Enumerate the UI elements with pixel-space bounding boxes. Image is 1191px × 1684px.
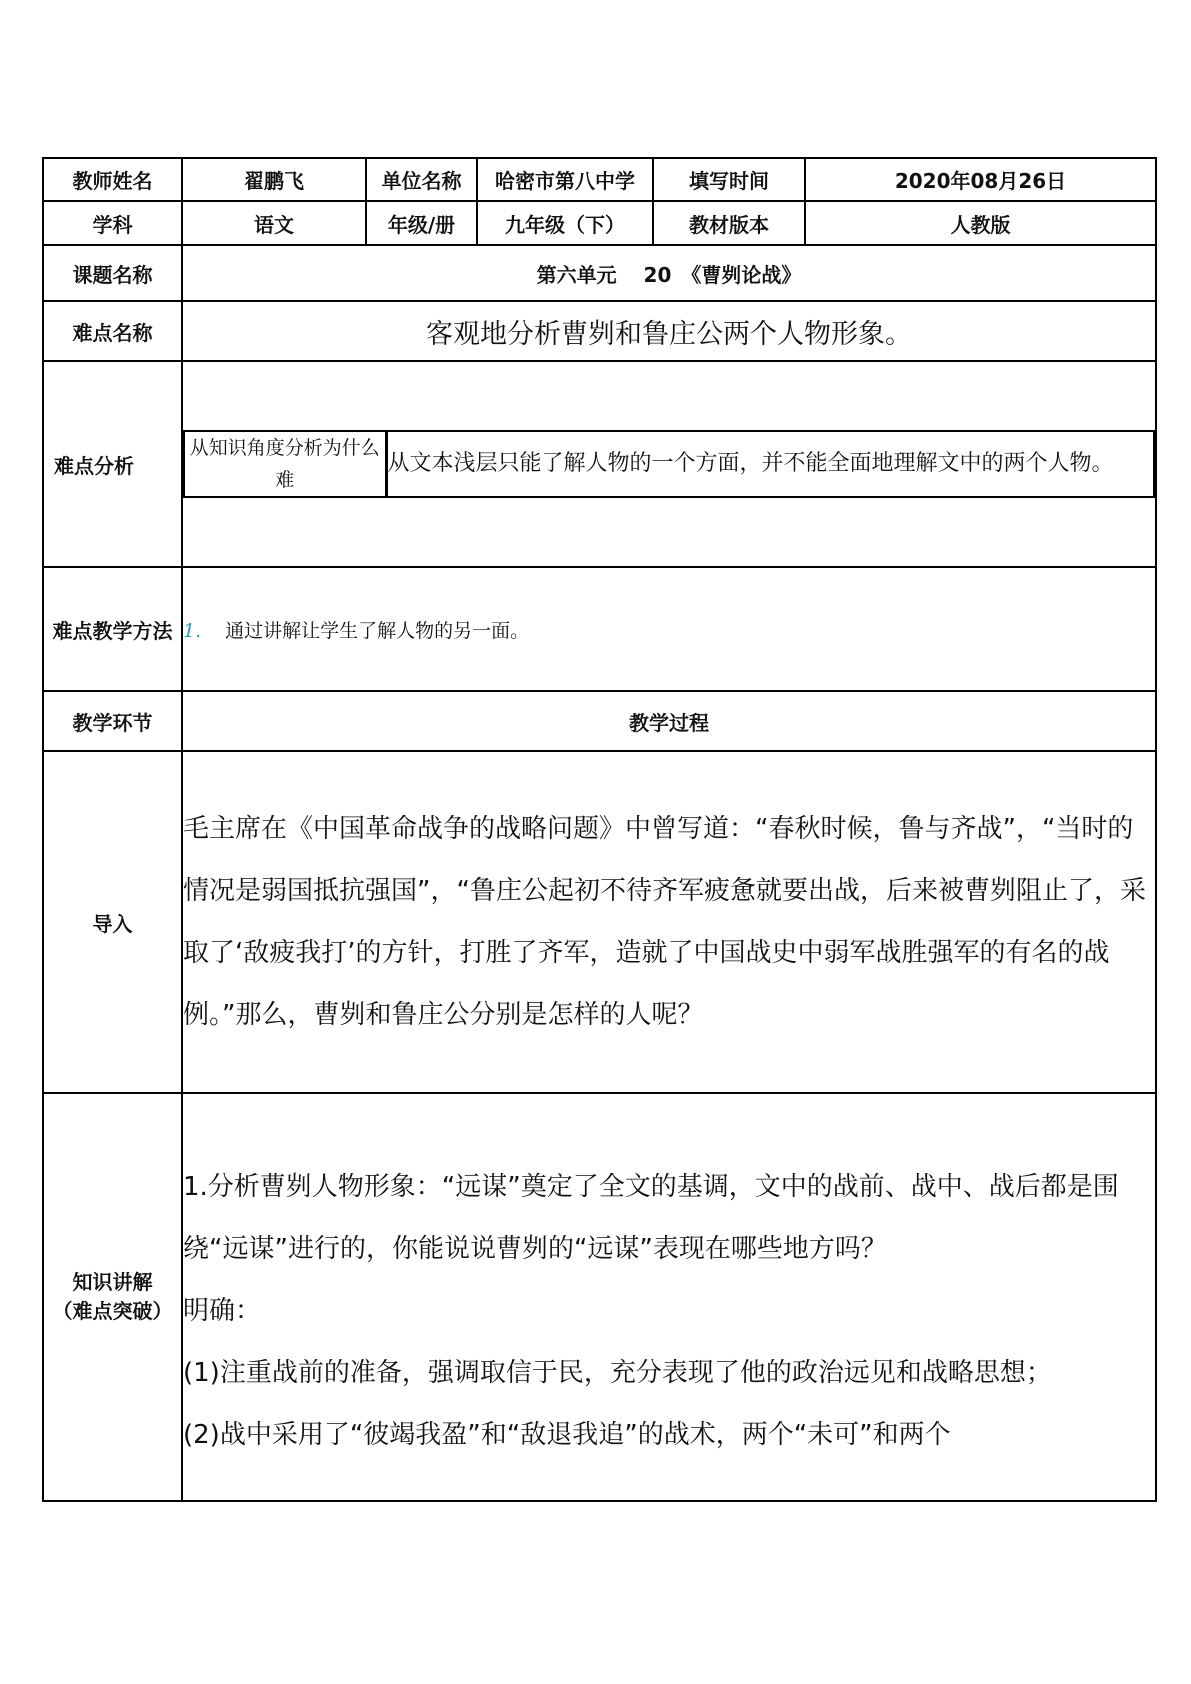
method-label: 难点教学方法 [43, 567, 182, 691]
header-row-1 [43, 158, 1156, 201]
knowledge-paragraph: (1)注重战前的准备，强调取信于民，充分表现了他的政治远见和战略思想； [183, 1358, 1052, 1388]
topic-value: 第六单元 20 《曹刿论战》 [182, 245, 1156, 301]
analysis-text: 从文本浅层只能了解人物的一个方面，并不能全面地理解文中的两个人物。 [386, 431, 1154, 497]
knowledge-paragraph: 明确： [183, 1296, 262, 1326]
method-item-number: 1. [183, 619, 202, 642]
fill-date-label: 填写时间 [653, 158, 805, 201]
intro-row [43, 751, 1156, 1093]
method-item-text: 通过讲解让学生了解人物的另一面。 [225, 619, 530, 642]
school-value: 哈密市第八中学 [477, 158, 653, 201]
edition-label: 教材版本 [653, 201, 805, 245]
grade-value: 九年级（下） [477, 201, 653, 245]
fill-date-value: 2020年08月26日 [805, 158, 1156, 201]
knowledge-label-line1: 知识讲解 [72, 1270, 153, 1294]
school-label: 单位名称 [366, 158, 477, 201]
edition-value: 人教版 [805, 201, 1156, 245]
difficulty-label: 难点名称 [43, 301, 182, 361]
process-header-row [43, 691, 1156, 751]
knowledge-content [182, 1093, 1156, 1501]
intro-text: 毛主席在《中国革命战争的战略问题》中曾写道：“春秋时候，鲁与齐战”，“当时的情况是弱国抵抗强国”，“鲁庄公起初不待齐军疲惫就要出战，后来被曹刿阻止了，采取了‘敌疲我打’的方针，打胜了齐军，造就了中国战史中弱军战胜强军的有名的战例。”那么，曹刿和鲁庄公分别是怎样的人呢？ [182, 751, 1156, 1093]
subject-value: 语文 [182, 201, 366, 245]
difficulty-row [43, 301, 1156, 361]
analysis-label: 难点分析 [43, 361, 182, 567]
topic-label: 课题名称 [43, 245, 182, 301]
process-label: 教学过程 [182, 691, 1156, 751]
difficulty-value: 客观地分析曹刿和鲁庄公两个人物形象。 [182, 301, 1156, 361]
knowledge-paragraph: 1.分析曹刿人物形象：“远谋”奠定了全文的基调，文中的战前、战中、战后都是围绕“远谋”进行的，你能说说曹刿的“远谋”表现在哪些地方吗？ [183, 1172, 1119, 1264]
analysis-cell [182, 361, 1156, 567]
method-row [43, 567, 1156, 691]
analysis-why-label: 从知识角度分析为什么难 [184, 431, 386, 497]
knowledge-label-line2: （难点突破） [52, 1299, 173, 1323]
lesson-plan-table [42, 157, 1157, 1502]
topic-row [43, 245, 1156, 301]
teacher-name-value: 翟鹏飞 [182, 158, 366, 201]
analysis-row [43, 361, 1156, 567]
subject-label: 学科 [43, 201, 182, 245]
analysis-inner-table [183, 430, 1155, 498]
header-row-2 [43, 201, 1156, 245]
method-list [182, 567, 1156, 691]
intro-label: 导入 [43, 751, 182, 1093]
grade-label: 年级/册 [366, 201, 477, 245]
knowledge-label [43, 1093, 182, 1501]
knowledge-row [43, 1093, 1156, 1501]
lesson-plan-sheet [42, 157, 1155, 1502]
knowledge-paragraph: (2)战中采用了“彼竭我盈”和“敌退我追”的战术，两个“未可”和两个 [183, 1420, 951, 1450]
stage-label: 教学环节 [43, 691, 182, 751]
teacher-name-label: 教师姓名 [43, 158, 182, 201]
